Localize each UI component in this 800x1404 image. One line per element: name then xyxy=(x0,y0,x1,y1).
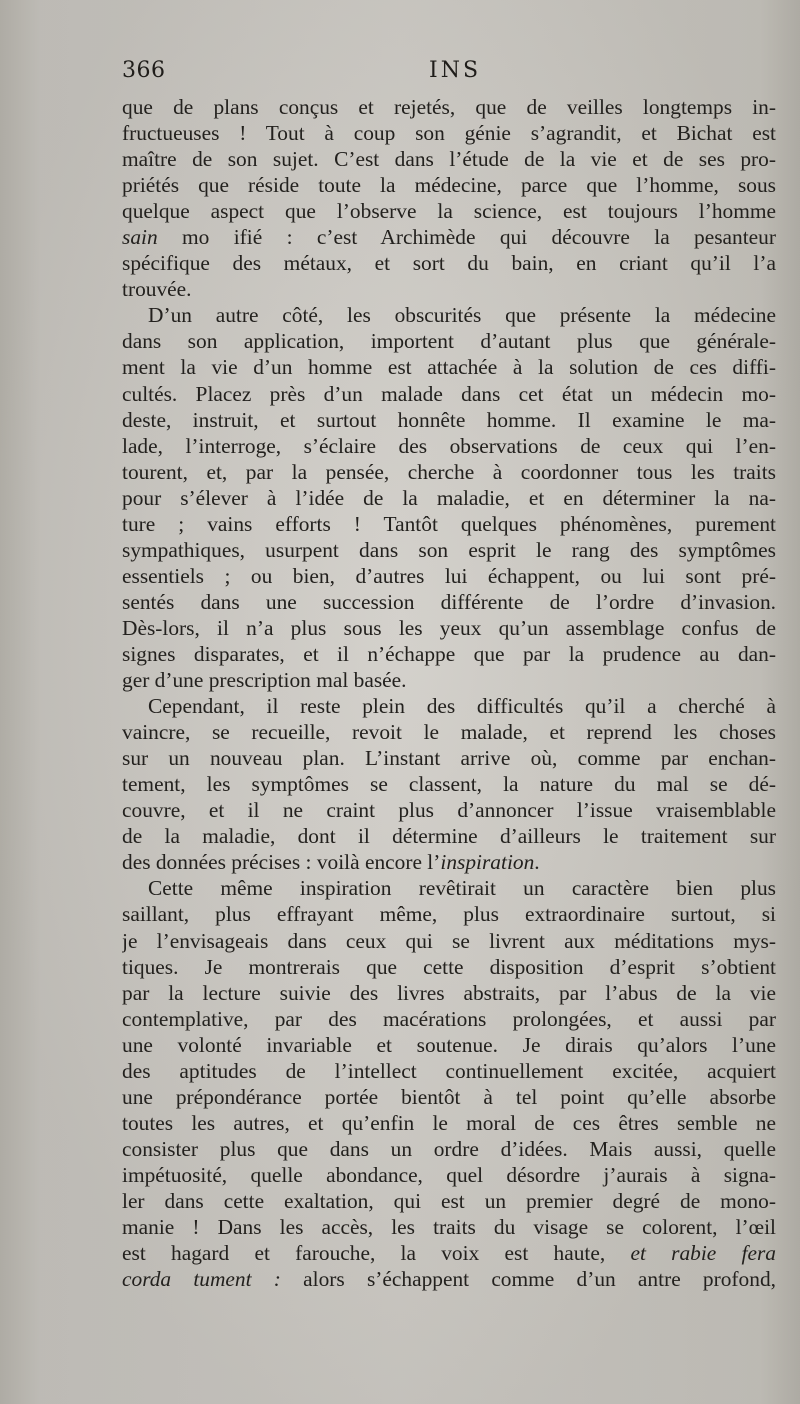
text-line: tiques. Je montrerais que cette disposition d’esprit s’obtient xyxy=(122,954,776,979)
text-line: signes disparates, et il n’échappe que par la prudence au dan- xyxy=(122,641,776,666)
text-line: pour s’élever à l’idée de la maladie, et en déterminer la na- xyxy=(122,485,776,510)
text-line: tourent, et, par la pensée, cherche à coordonner tous les traits xyxy=(122,459,776,484)
text-line: de la maladie, dont il détermine d’ailleurs le traitement sur xyxy=(122,824,776,849)
text-line: consister plus que dans un ordre d’idées. Mais aussi, quelle xyxy=(122,1136,776,1161)
text-line: lade, l’interroge, s’éclaire des observations de ceux qui l’en- xyxy=(122,433,776,458)
text-line: priétés que réside toute la médecine, parce que l’homme, sous xyxy=(122,173,776,198)
text-line: par la lecture suivie des livres abstraits, par l’abus de la vie xyxy=(122,980,776,1005)
text-line: que de plans conçus et rejetés, que de veilles longtemps in- xyxy=(122,95,776,119)
text-line: Cette même inspiration revêtirait un caractère bien plus xyxy=(148,876,776,901)
text-line: Dès-lors, il n’a plus sous les yeux qu’un assemblage confus de xyxy=(122,615,776,640)
paragraph xyxy=(122,94,776,302)
text-line: impétuosité, quelle abondance, quel désordre j’aurais à signa- xyxy=(122,1162,776,1187)
text-line-with-italic: des données précises : voilà encore l’inspiration. xyxy=(122,850,540,875)
text-line: ture ; vains efforts ! Tantôt quelques phénomènes, purement xyxy=(122,511,776,536)
text-line: une volonté invariable et soutenue. Je dirais qu’alors l’une xyxy=(122,1032,776,1057)
text-line: trouvée. xyxy=(122,277,192,302)
italic-word: inspiration xyxy=(440,850,535,875)
italic-phrase: et rabie fera xyxy=(630,1241,776,1266)
text-line: ger d’une prescription mal basée. xyxy=(122,668,407,693)
text-line: vaincre, se recueille, revoit le malade, et reprend les choses xyxy=(122,720,776,745)
paragraph xyxy=(122,693,776,875)
text-line: ler dans cette exaltation, qui est un premier degré de mono- xyxy=(122,1188,776,1213)
text-line: fructueuses ! Tout à coup son génie s’agrandit, et Bichat est xyxy=(122,121,776,146)
text-line-with-italic: sain mo ifié : c’est Archimède qui découvre la pesanteur xyxy=(122,225,776,250)
text-line: D’un autre côté, les obscurités que présente la médecine xyxy=(148,303,776,328)
text-line-with-italic: corda tument : alors s’échappent comme d’un antre profond, xyxy=(122,1267,776,1292)
text-line: quelque aspect que l’observe la science, est toujours l’homme xyxy=(122,199,776,224)
text-line: sentés dans une succession différente de l’ordre d’invasion. xyxy=(122,589,776,614)
text-line: cultés. Placez près d’un malade dans cet état un médecin mo- xyxy=(122,381,776,406)
text-line: je l’envisageais dans ceux qui se livrent aux méditations mys- xyxy=(122,928,776,953)
page-header xyxy=(122,58,776,92)
page-number: 366 xyxy=(122,58,166,83)
text-line: couvre, et il ne craint plus d’annoncer l’issue vraisemblable xyxy=(122,798,776,823)
text-line: Cependant, il reste plein des difficultés qu’il a cherché à xyxy=(148,694,776,719)
text-line: ment la vie d’un homme est attachée à la solution de ces diffi- xyxy=(122,355,776,380)
paragraph xyxy=(122,875,776,1292)
text-line: sympathiques, usurpent dans son esprit le rang des symptômes xyxy=(122,537,776,562)
text-line: contemplative, par des macérations prolongées, et aussi par xyxy=(122,1006,776,1031)
text-line: deste, instruit, et surtout honnête homme. Il examine le ma- xyxy=(122,407,776,432)
text-line: saillant, plus effrayant même, plus extraordinaire surtout, si xyxy=(122,902,776,927)
text-line: tement, les symptômes se classent, la nature du mal se dé- xyxy=(122,772,776,797)
text-line: des aptitudes de l’intellect continuellement excitée, acquiert xyxy=(122,1058,776,1083)
italic-word: sain xyxy=(122,225,158,250)
running-head: INS xyxy=(429,58,482,83)
text-line: une prépondérance portée bientôt à tel point qu’elle absorbe xyxy=(122,1084,776,1109)
text-line: sur un nouveau plan. L’instant arrive où, comme par enchan- xyxy=(122,746,776,771)
text-line: toutes les autres, et qu’enfin le moral de ces êtres semble ne xyxy=(122,1110,776,1135)
text-line: maître de son sujet. C’est dans l’étude de la vie et de ses pro- xyxy=(122,147,776,172)
body-text xyxy=(122,94,776,1292)
italic-phrase: corda tument : xyxy=(122,1267,281,1292)
text-line: essentiels ; ou bien, d’autres lui échappent, ou lui sont pré- xyxy=(122,563,776,588)
paragraph xyxy=(122,302,776,693)
text-line: manie ! Dans les accès, les traits du visage se colorent, l’œil xyxy=(122,1215,776,1240)
text-line-with-italic: est hagard et farouche, la voix est haute, et rabie fera xyxy=(122,1241,776,1266)
text-line: dans son application, importent d’autant plus que générale- xyxy=(122,329,776,354)
text-line: spécifique des métaux, et sort du bain, en criant qu’il l’a xyxy=(122,251,776,276)
